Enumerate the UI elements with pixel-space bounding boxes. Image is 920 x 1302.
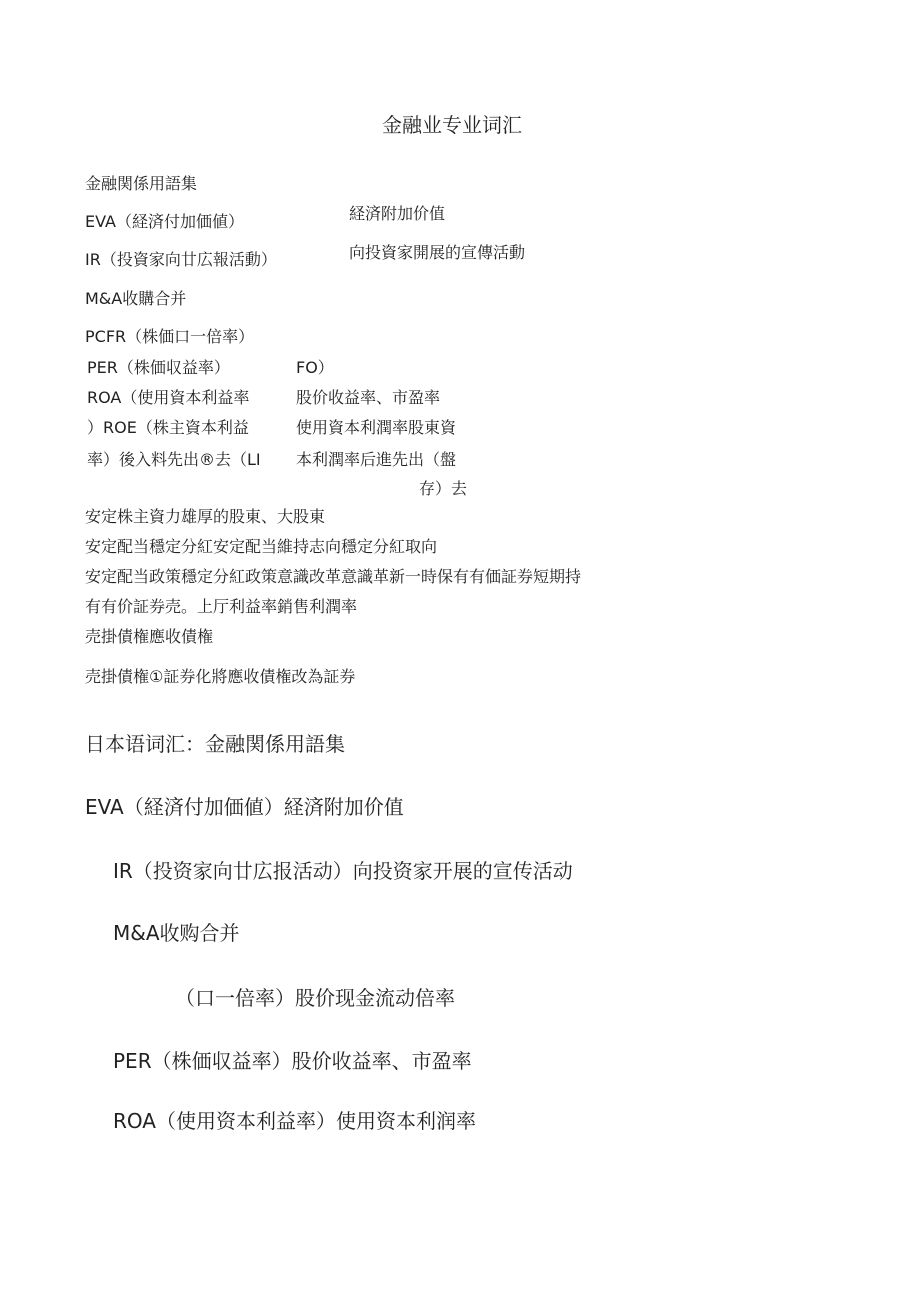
section2-line: PER（株価収益率）股价收益率、市盈率 (113, 1049, 472, 1073)
left-column-line: PER（株価収益率） (87, 358, 230, 377)
left-column-line: 率）後入料先出®去（LI (87, 450, 261, 469)
right-column-line: 股价收益率、市盈率 (296, 388, 441, 407)
section2-line: ROA（使用资本利益率）使用资本利润率 (113, 1109, 476, 1133)
section2-heading: 日本语词汇：金融関係用語集 (85, 732, 345, 756)
ir-term: IR（投資家向廿広報活動） (85, 250, 277, 269)
glossary-line: 安定配当政策穩定分紅政策意識改革意識革新一時保有有価証券短期持 (85, 567, 582, 586)
right-column-line: FO） (296, 358, 334, 377)
section2-line: （口一倍率）股价现金流动倍率 (175, 986, 455, 1010)
glossary-line: 売掛債権①証券化將應收債権改為証券 (85, 667, 356, 686)
eva-term: EVA（経済付加価値） (85, 212, 244, 231)
glossary-line: 安定配当穩定分紅安定配当維持志向穩定分紅取向 (85, 537, 438, 556)
section2-line: M&A收购合并 (113, 921, 240, 945)
section2-line: IR（投资家向廿広报活动）向投资家开展的宣传活动 (113, 859, 573, 883)
left-column-line: ）ROE（株主資本利益 (87, 418, 249, 437)
glossary-line: 有有价証券売。上厅利益率銷售利潤率 (85, 597, 358, 616)
glossary-line: 売掛債権應收債権 (85, 627, 214, 646)
right-column-line: 存）去 (419, 479, 468, 498)
ma-term: M&A收購合并 (85, 289, 187, 308)
right-column-line: 使用資本利潤率股東資 (296, 418, 457, 437)
section2-line: EVA（経済付加価値）経済附加价值 (85, 795, 404, 819)
eva-translation: 経済附加价值 (349, 204, 446, 223)
ir-translation: 向投資家開展的宣傳活動 (349, 243, 526, 262)
pcfr-term: PCFR（株価口一倍率） (85, 327, 255, 346)
left-column-line: ROA（使用資本利益率 (87, 388, 250, 407)
right-column-line: 本利潤率后進先出（盤 (296, 450, 457, 469)
glossary-heading: 金融関係用語集 (85, 174, 198, 193)
document-title: 金融业专业词汇 (382, 113, 522, 137)
glossary-line: 安定株主資力雄厚的股東、大股東 (85, 507, 326, 526)
